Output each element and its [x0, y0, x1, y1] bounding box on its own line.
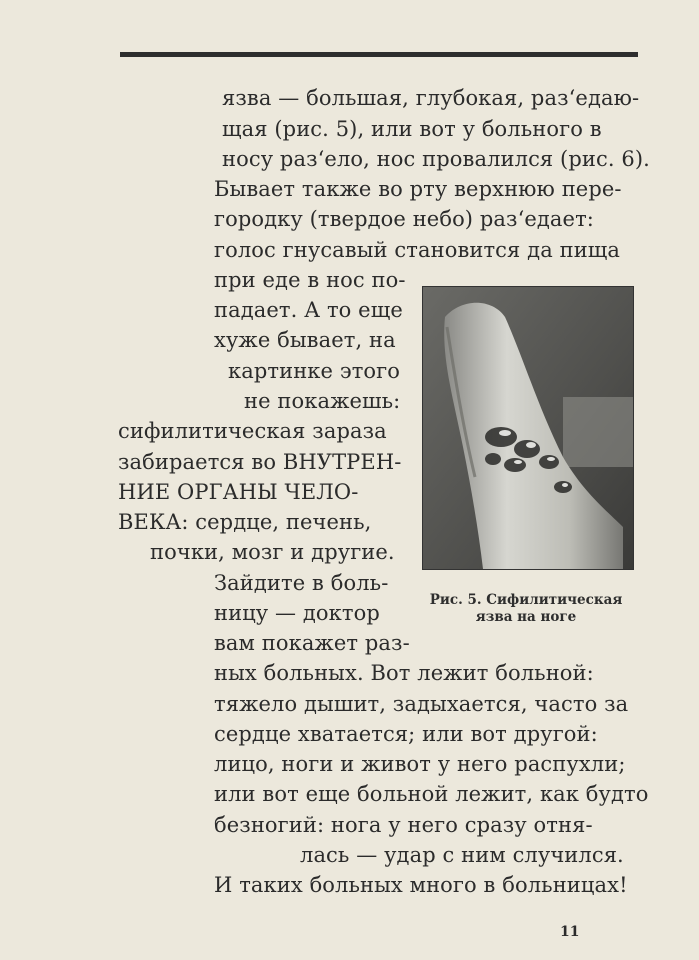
text-line-6: голос гнусавый становится да пища	[214, 238, 621, 262]
leg-ulcer-illustration	[423, 287, 633, 569]
text-line-18: ницу — доктор	[214, 601, 380, 625]
text-line-24: или вот еще больной лежит, как будто	[214, 782, 649, 806]
text-line-21: тяжело дышит, задыхается, часто за	[214, 692, 629, 716]
text-line-22: сердце хватается; или вот другой:	[214, 722, 598, 746]
text-line-25: безногий: нога у него сразу отня-	[214, 813, 593, 837]
text-line-14: НИЕ ОРГАНЫ ЧЕЛО-	[118, 480, 359, 504]
text-line-8: падает. А то еще	[214, 298, 403, 322]
text-line-7: при еде в нос по-	[214, 268, 406, 292]
text-line-1: язва — большая, глубокая, раз‘едаю-	[222, 86, 640, 110]
text-line-17: Зайдите в боль-	[214, 571, 389, 595]
page-number: 11	[560, 924, 580, 940]
text-line-4: Бывает также во рту верхнюю пере-	[214, 177, 622, 201]
text-line-9: хуже бывает, на	[214, 328, 396, 352]
text-line-2: щая (рис. 5), или вот у больного в	[222, 117, 602, 141]
text-line-23: лицо, ноги и живот у него распухли;	[214, 752, 626, 776]
figure-caption	[408, 592, 644, 626]
text-line-3: носу раз‘ело, нос провалился (рис. 6).	[222, 147, 650, 171]
text-line-20: ных больных. Вот лежит больной:	[214, 661, 594, 685]
text-line-11: не покажешь:	[244, 389, 401, 413]
text-line-26: лась — удар с ним случился.	[300, 843, 624, 867]
text-line-10: картинке этого	[228, 359, 400, 383]
text-line-15: ВЕКА: сердце, печень,	[118, 510, 372, 534]
text-line-27: И таких больных много в больницах!	[214, 873, 628, 897]
text-line-13: забирается во ВНУТРЕН-	[118, 450, 402, 474]
text-line-19: вам покажет раз-	[214, 631, 410, 655]
text-line-12: сифилитическая зараза	[118, 419, 387, 443]
text-line-5: городку (твердое небо) раз‘едает:	[214, 207, 594, 231]
top-rule	[120, 52, 638, 57]
figure-caption-line-1: Рис. 5. Сифилитическая	[429, 592, 623, 608]
figure-caption-line-2: язва на ноге	[475, 609, 577, 625]
text-line-16: почки, мозг и другие.	[150, 540, 395, 564]
ulcer-photo-figure	[422, 286, 634, 570]
